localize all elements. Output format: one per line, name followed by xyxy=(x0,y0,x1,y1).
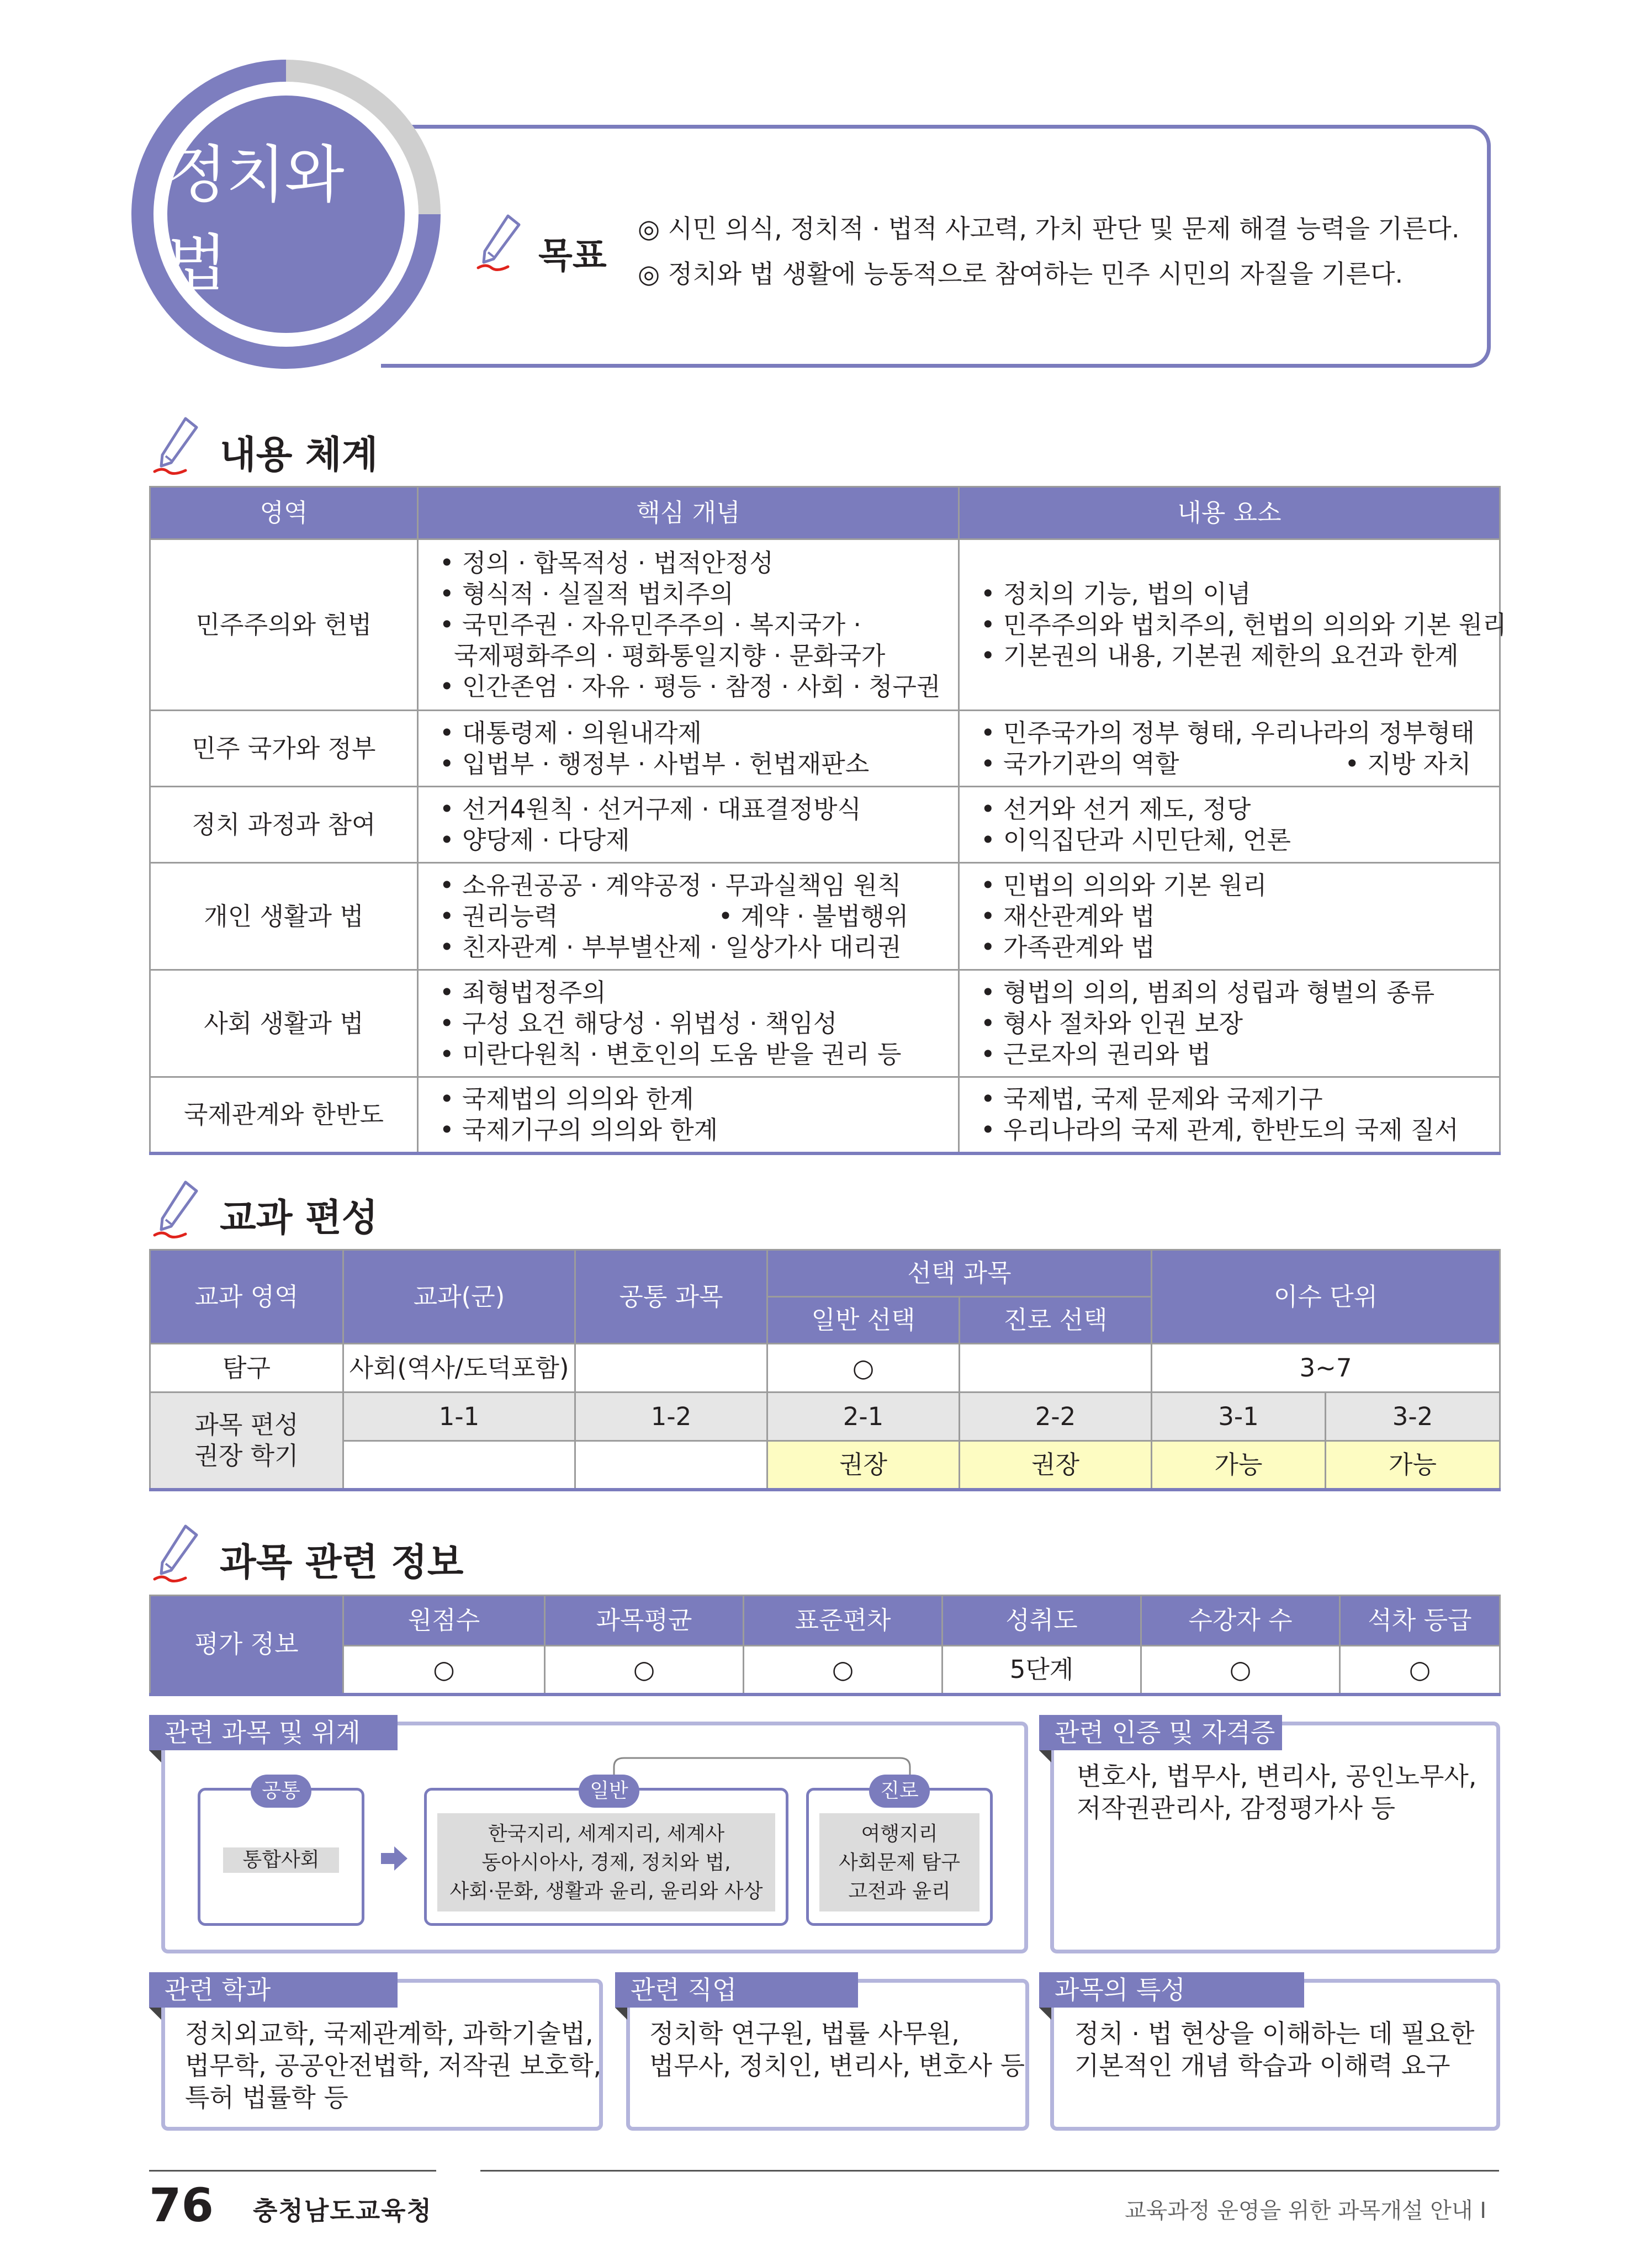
tab-fold xyxy=(1039,1750,1051,1762)
recommend-cell: 가능 xyxy=(1326,1441,1500,1490)
recommend-cell xyxy=(343,1441,575,1490)
characteristics-title: 과목의 특성 xyxy=(1039,1972,1304,2008)
career-value xyxy=(960,1344,1152,1392)
table-row xyxy=(150,711,1500,787)
certifications-text: 변호사, 법무사, 변리사, 공인노무사, 저작권관리사, 감정평가사 등 xyxy=(1077,1761,1477,1823)
characteristics-text: 정치 · 법 현상을 이해하는 데 필요한 기본적인 개념 학습과 이해력 요구 xyxy=(1074,2019,1475,2080)
footer-rule-left xyxy=(149,2170,436,2172)
recommend-cell: 가능 xyxy=(1152,1441,1326,1490)
recommend-cell: 권장 xyxy=(960,1441,1152,1490)
tab-fold xyxy=(149,2008,161,2020)
tab-fold xyxy=(615,2008,627,2020)
table-row xyxy=(150,1392,1500,1441)
pencil-icon xyxy=(475,213,525,273)
table-row xyxy=(150,970,1500,1077)
semester-cell: 2-1 xyxy=(767,1392,960,1441)
header-concepts: 핵심 개념 xyxy=(418,487,959,539)
concepts-cell: • 대통령제 · 의원내각제 • 입법부 · 행정부 · 사법부 · 헌법재판소 xyxy=(418,711,959,787)
pencil-icon xyxy=(150,1179,203,1240)
eval-value: ○ xyxy=(343,1646,545,1695)
eval-header: 수강자 수 xyxy=(1141,1596,1340,1646)
elements-cell: • 선거와 선거 제도, 정당 • 이익집단과 시민단체, 언론 xyxy=(959,787,1500,863)
pencil-icon xyxy=(150,1523,203,1584)
tab-fold xyxy=(149,1750,161,1762)
certifications-title: 관련 인증 및 자격증 xyxy=(1039,1715,1282,1750)
elements-cell: • 국제법, 국제 문제와 국제기구 • 우리나라의 국제 관계, 한반도의 국제 질서 xyxy=(959,1077,1500,1153)
career-pill: 진로 xyxy=(869,1775,930,1808)
concepts-cell: • 선거4원칙 · 선거구제 · 대표결정방식 • 양당제 · 다당제 xyxy=(418,787,959,863)
concepts-cell: • 죄형법정주의 • 구성 요건 해당성 · 위법성 · 책임성 • 미란다원칙 · 변호인의 도움 받을 권리 등 xyxy=(418,970,959,1077)
general-subjects: 한국지리, 세계지리, 세계사 동아시아사, 경제, 정치와 법, 사회·문화, 생활과 윤리, 윤리와 사상 xyxy=(437,1813,775,1911)
certifications-box xyxy=(1050,1722,1500,1953)
concepts-cell: • 정의 · 합목적성 · 법적안정성 • 형식적 · 실질적 법치주의 • 국민주권 · 자유민주주의 · 복지국가 · 국제평화주의 · 평화통일지향 · 문화국가 • 인간존엄 · 자유 · 평등 · 참정 · 사회 · 청구권 xyxy=(418,539,959,711)
elements-cell: • 민법의 의의와 기본 원리 • 재산관계와 법 • 가족관계와 법 xyxy=(959,863,1500,970)
tab-fold xyxy=(1039,2008,1051,2020)
recommend-cell xyxy=(575,1441,767,1490)
eval-value: ○ xyxy=(545,1646,744,1695)
jobs-text: 정치학 연구원, 법률 사무원, 법무사, 정치인, 변리사, 변호사 등 xyxy=(649,2019,1025,2080)
area-cell: 정치 과정과 참여 xyxy=(150,787,418,863)
semester-label: 과목 편성 권장 학기 xyxy=(150,1392,343,1490)
footer-rule-right xyxy=(480,2170,1499,2172)
header-group: 교과(군) xyxy=(343,1250,575,1344)
area-cell: 국제관계와 한반도 xyxy=(150,1077,418,1153)
recommend-cell: 권장 xyxy=(767,1441,960,1490)
common-subject: 통합사회 xyxy=(223,1847,339,1873)
semester-cell: 3-2 xyxy=(1326,1392,1500,1441)
goal-line-2: ◎ 정치와 법 생활에 능동적으로 참여하는 민주 시민의 자질을 기른다. xyxy=(638,259,1404,289)
general-value: ○ xyxy=(767,1344,960,1392)
area-cell: 개인 생활과 법 xyxy=(150,863,418,970)
semester-cell: 2-2 xyxy=(960,1392,1152,1441)
header-general: 일반 선택 xyxy=(767,1297,960,1344)
curriculum-heading: 교과 편성 xyxy=(220,1196,378,1240)
table-row xyxy=(150,787,1500,863)
eval-label: 평가 정보 xyxy=(150,1596,343,1695)
table-row xyxy=(150,1441,1500,1490)
area-cell: 민주주의와 헌법 xyxy=(150,539,418,711)
table-row xyxy=(150,1077,1500,1153)
table-row xyxy=(150,863,1500,970)
table-row xyxy=(150,539,1500,711)
content-system-table xyxy=(149,486,1507,1155)
table-row xyxy=(150,1344,1500,1392)
semester-cell: 1-2 xyxy=(575,1392,767,1441)
related-subjects-title: 관련 과목 및 위계 xyxy=(149,1715,398,1750)
area-cell: 민주 국가와 정부 xyxy=(150,711,418,787)
footer-org: 충청남도교육청 xyxy=(253,2196,433,2226)
goal-line-1: ◎ 시민 의식, 정치적 · 법적 사고력, 가치 판단 및 문제 해결 능력을 기른다. xyxy=(638,214,1460,243)
evaluation-table xyxy=(149,1595,1501,1696)
header-elective: 선택 과목 xyxy=(767,1250,1152,1297)
footer-title: 교육과정 운영을 위한 과목개설 안내 I xyxy=(1125,2198,1486,2223)
departments-title: 관련 학과 xyxy=(149,1972,398,2008)
page-number: 76 xyxy=(149,2178,214,2232)
elements-cell: • 정치의 기능, 법의 이념 • 민주주의와 법치주의, 헌법의 의의와 기본 원리 • 기본권의 내용, 기본권 제한의 요건과 한계 xyxy=(959,539,1500,711)
eval-header: 석차 등급 xyxy=(1340,1596,1500,1646)
group-value: 사회(역사/도덕포함) xyxy=(343,1344,575,1392)
semester-cell: 1-1 xyxy=(343,1392,575,1441)
departments-text: 정치외교학, 국제관계학, 과학기술법, 법무학, 공공안전법학, 저작권 보호학, 특허 법률학 등 xyxy=(185,2019,602,2112)
eval-header: 과목평균 xyxy=(545,1596,744,1646)
elements-cell: • 형법의 의의, 범죄의 성립과 형벌의 종류 • 형사 절차와 인권 보장 • 근로자의 권리와 법 xyxy=(959,970,1500,1077)
semester-cell: 3-1 xyxy=(1152,1392,1326,1441)
header-units: 이수 단위 xyxy=(1152,1250,1500,1344)
common-pill: 공통 xyxy=(251,1775,311,1808)
content-system-heading: 내용 체계 xyxy=(220,433,378,477)
jobs-title: 관련 직업 xyxy=(615,1972,858,2008)
concepts-cell: • 국제법의 의의와 한계 • 국제기구의 의의와 한계 xyxy=(418,1077,959,1153)
eval-value: ○ xyxy=(1340,1646,1500,1695)
units-value: 3~7 xyxy=(1152,1344,1500,1392)
concepts-cell: • 소유권공공 · 계약공정 · 무과실책임 원칙 • 권리능력 • 계약 · 불법행위 • 친자관계 · 부부별산제 · 일상가사 대리권 xyxy=(418,863,959,970)
eval-value: 5단계 xyxy=(943,1646,1141,1695)
common-value xyxy=(575,1344,767,1392)
eval-value: ○ xyxy=(1141,1646,1340,1695)
subject-info-heading: 과목 관련 정보 xyxy=(220,1541,464,1585)
connector-line xyxy=(613,1756,911,1789)
eval-header: 표준편차 xyxy=(744,1596,943,1646)
area-value: 탐구 xyxy=(150,1344,343,1392)
career-subjects: 여행지리 사회문제 탐구 고전과 윤리 xyxy=(819,1813,979,1911)
arrow-right-icon xyxy=(380,1844,409,1873)
header-elements: 내용 요소 xyxy=(959,487,1500,539)
eval-header: 원점수 xyxy=(343,1596,545,1646)
area-cell: 사회 생활과 법 xyxy=(150,970,418,1077)
goal-label: 목표 xyxy=(538,236,607,277)
general-pill: 일반 xyxy=(579,1775,639,1808)
header-area: 영역 xyxy=(150,487,418,539)
pencil-icon xyxy=(150,415,203,476)
header-area: 교과 영역 xyxy=(150,1250,343,1344)
elements-cell: • 민주국가의 정부 형태, 우리나라의 정부형태 • 국가기관의 역할 • 지방 자치 xyxy=(959,711,1500,787)
eval-value: ○ xyxy=(744,1646,943,1695)
curriculum-table xyxy=(149,1249,1501,1491)
header-career: 진로 선택 xyxy=(960,1297,1152,1344)
subject-title: 정치와 법 xyxy=(167,139,343,300)
eval-header: 성취도 xyxy=(943,1596,1141,1646)
header-common: 공통 과목 xyxy=(575,1250,767,1344)
